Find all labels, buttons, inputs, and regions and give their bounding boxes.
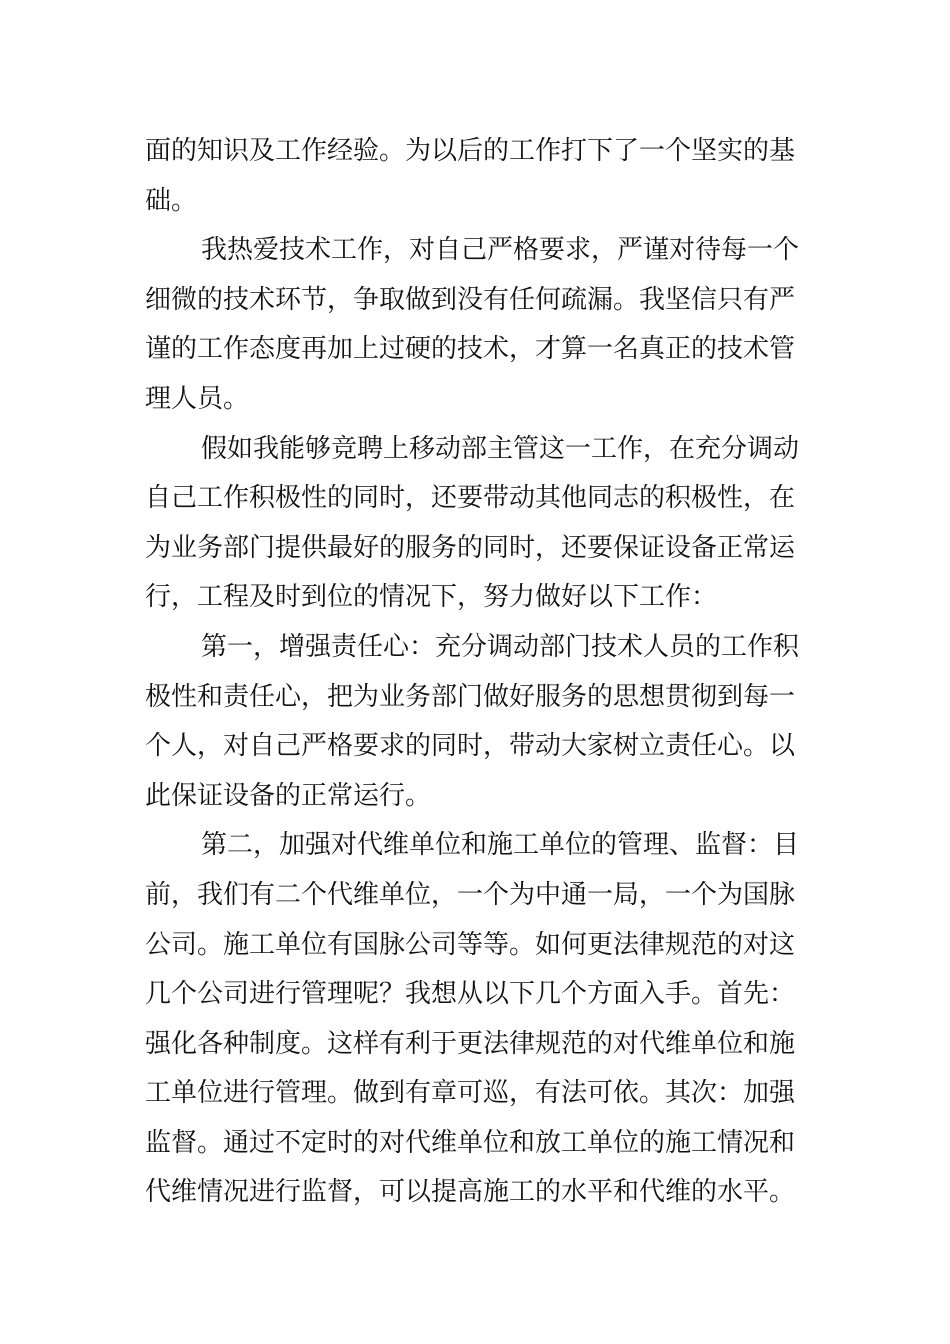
text-line: 细微的技术环节，争取做到没有任何疏漏。我坚信只有严 <box>145 284 796 315</box>
document-body <box>145 127 815 1218</box>
text-line: 前，我们有二个代维单位，一个为中通一局，一个为国脉 <box>145 879 796 910</box>
text-line: 自己工作积极性的同时，还要带动其他同志的积极性，在 <box>145 483 796 514</box>
paragraph-first-line: 第一，增强责任心：充分调动部门技术人员的工作积 <box>201 631 800 662</box>
paragraph-first-line: 假如我能够竞聘上移动部主管这一工作，在充分调动 <box>201 433 800 464</box>
paragraph-first-line: 第二，加强对代维单位和施工单位的管理、监督：目 <box>201 830 800 861</box>
text-line: 极性和责任心，把为业务部门做好服务的思想贯彻到每一 <box>145 681 796 712</box>
text-line: 个人，对自己严格要求的同时，带动大家树立责任心。以 <box>145 731 796 762</box>
text-line: 为业务部门提供最好的服务的同时，还要保证设备正常运 <box>145 532 796 563</box>
text-line: 此保证设备的正常运行。 <box>145 780 432 811</box>
text-line: 础。 <box>145 185 198 216</box>
text-line: 强化各种制度。这样有利于更法律规范的对代维单位和施 <box>145 1028 796 1059</box>
text-line: 行，工程及时到位的情况下，努力做好以下工作： <box>145 582 718 613</box>
text-line: 面的知识及工作经验。为以后的工作打下了一个坚实的基 <box>145 136 796 166</box>
text-line: 监督。通过不定时的对代维单位和放工单位的施工情况和 <box>145 1127 796 1158</box>
text-line: 理人员。 <box>145 383 250 414</box>
text-line: 代维情况进行监督，可以提高施工的水平和代维的水平。 <box>145 1177 796 1208</box>
text-line: 几个公司进行管理呢？我想从以下几个方面入手。首先： <box>145 979 796 1010</box>
text-line: 公司。施工单位有国脉公司等等。如何更法律规范的对这 <box>145 929 796 960</box>
text-line: 谨的工作态度再加上过硬的技术，才算一名真正的技术管 <box>145 334 796 365</box>
text-line: 工单位进行管理。做到有章可巡，有法可依。其次：加强 <box>145 1078 796 1109</box>
paragraph-first-line: 我热爱技术工作，对自己严格要求，严谨对待每一个 <box>201 235 800 266</box>
